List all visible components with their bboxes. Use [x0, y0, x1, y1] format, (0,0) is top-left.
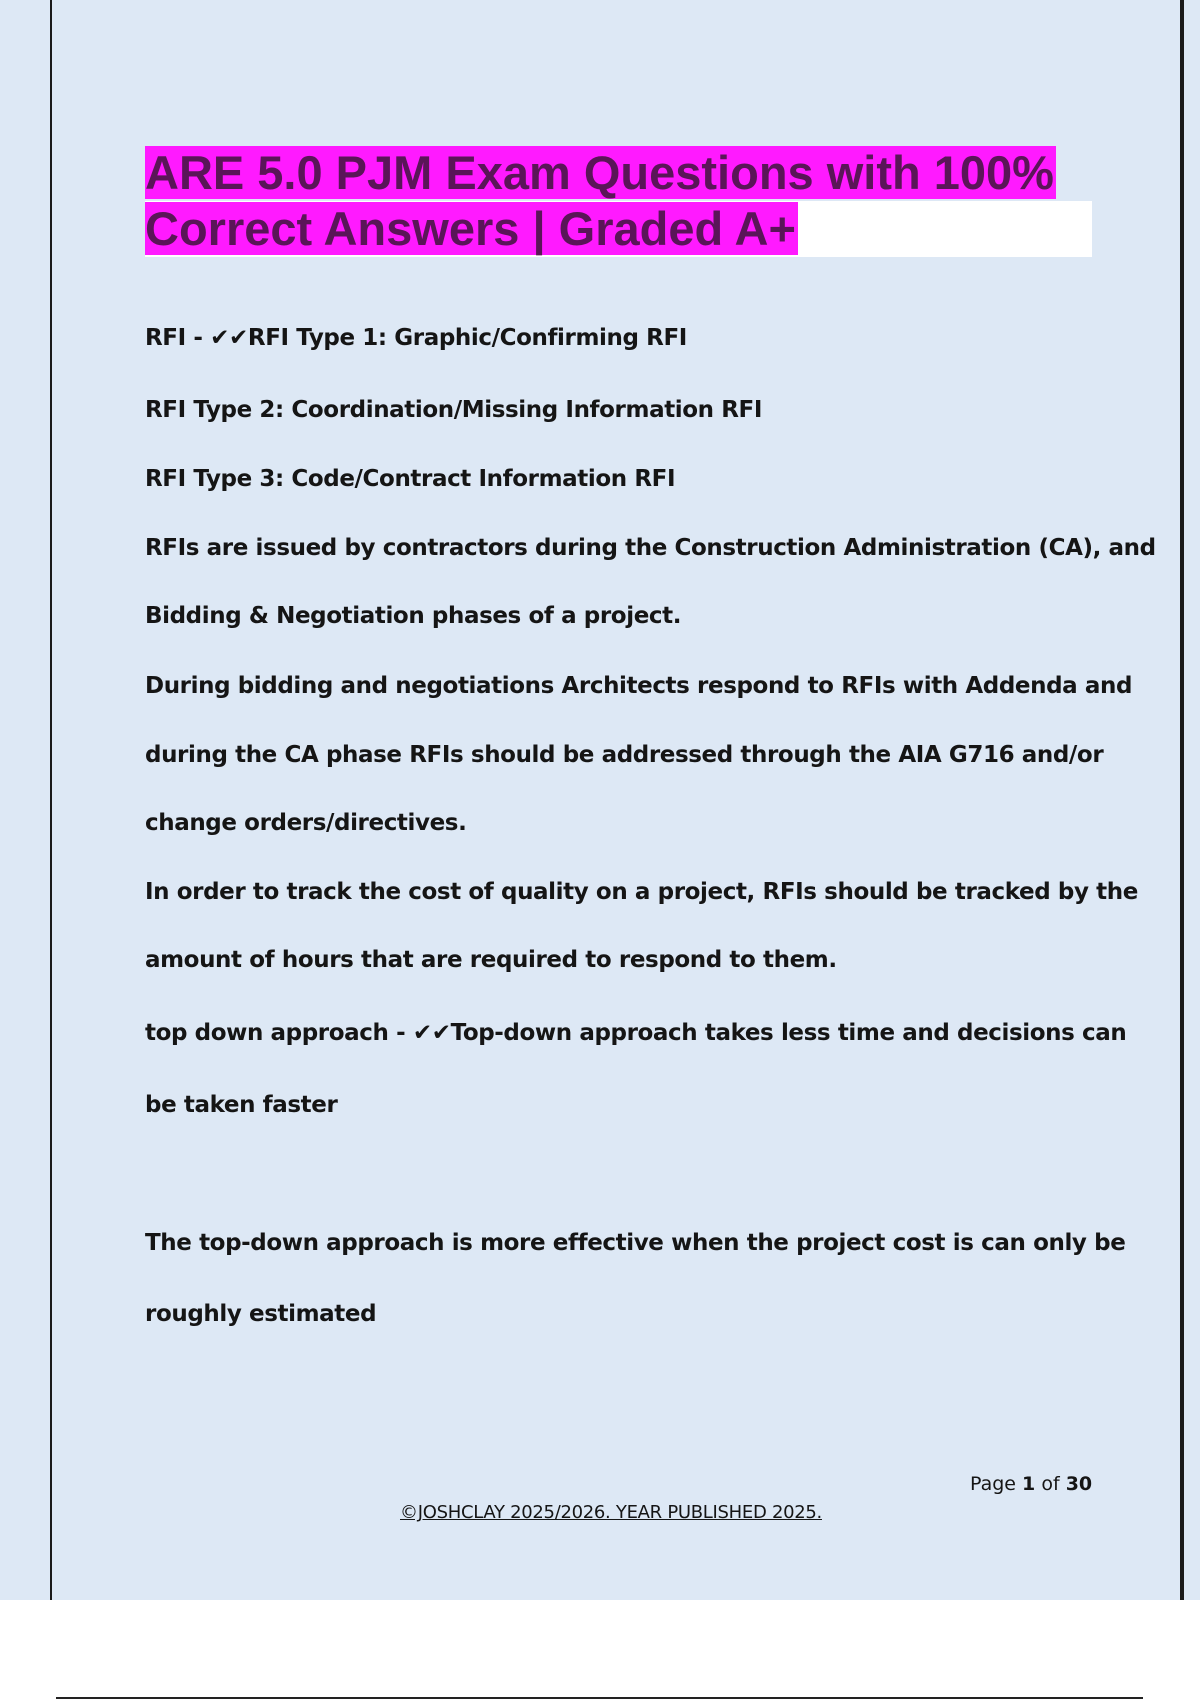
body-line: RFI Type 3: Code/Contract Information RFI [145, 466, 676, 492]
copyright-notice: ©JOSHCLAY 2025/2026. YEAR PUBLISHED 2025. [400, 1502, 822, 1523]
page-margin-right [1184, 0, 1200, 1600]
bottom-divider [56, 1697, 1143, 1699]
body-line: top down approach - ✔✔Top-down approach takes less time and decisions can [145, 1020, 1127, 1046]
body-line: RFI - ✔✔RFI Type 1: Graphic/Confirming RFI [145, 325, 687, 351]
page-margin-left [0, 0, 50, 1600]
body-line: be taken faster [145, 1092, 338, 1118]
body-line: during the CA phase RFIs should be addressed through the AIA G716 and/or [145, 742, 1104, 768]
body-line: The top-down approach is more effective when the project cost is can only be [145, 1230, 1126, 1256]
body-line: RFI Type 2: Coordination/Missing Information RFI [145, 397, 763, 423]
body-line: In order to track the cost of quality on a project, RFIs should be tracked by the [145, 879, 1138, 905]
body-line: amount of hours that are required to respond to them. [145, 947, 837, 973]
body-line: roughly estimated [145, 1301, 377, 1327]
body-line: change orders/directives. [145, 810, 467, 836]
title-line-2: Correct Answers | Graded A+ [145, 201, 1092, 257]
body-line: RFIs are issued by contractors during the Construction Administration (CA), and [145, 535, 1156, 561]
document-title [145, 145, 1092, 257]
body-line: During bidding and negotiations Architects respond to RFIs with Addenda and [145, 673, 1133, 699]
title-line-1: ARE 5.0 PJM Exam Questions with 100% [145, 146, 1054, 199]
page-number: Page 1 of 30 [970, 1473, 1093, 1495]
body-line: Bidding & Negotiation phases of a project. [145, 603, 682, 629]
